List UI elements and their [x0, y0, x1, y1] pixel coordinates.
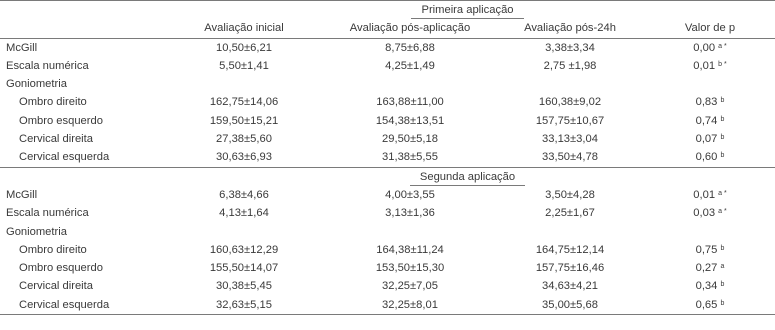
- p-value-cell: [645, 38, 775, 57]
- p-value-cell: [645, 93, 775, 111]
- row-label: Ombro esquerdo: [19, 114, 103, 127]
- value-pos-aplicacao: 31,38±5,55: [382, 151, 438, 164]
- section-title-cell: [0, 1, 775, 20]
- p-value-cell: [645, 130, 775, 148]
- value-pos-24h: 34,63±4,21: [542, 280, 598, 293]
- table-row: [0, 277, 775, 295]
- p-value: 0,27: [695, 262, 718, 275]
- section-title-row: [0, 167, 775, 186]
- value-inicial: 4,13±1,64: [219, 207, 269, 220]
- table-row: [0, 296, 775, 315]
- p-footnote-marker: a *: [718, 189, 727, 197]
- table-row: [0, 130, 775, 148]
- value-pos-24h: 33,13±3,04: [542, 133, 598, 146]
- row-label: McGill: [6, 188, 38, 201]
- row-label: Ombro esquerdo: [19, 262, 103, 275]
- value-inicial: 10,50±6,21: [216, 41, 272, 54]
- p-value: 0,03: [693, 207, 716, 220]
- table-row: [0, 223, 775, 241]
- value-pos-24h: 3,38±3,34: [545, 41, 595, 54]
- p-value-cell: [645, 259, 775, 277]
- table-row: [0, 112, 775, 130]
- value-inicial: 162,75±14,06: [209, 96, 279, 109]
- p-footnote-marker: b: [720, 299, 725, 307]
- row-label: Cervical direita: [19, 133, 93, 146]
- p-value: 0,83: [695, 96, 718, 109]
- p-value-cell: [645, 223, 775, 241]
- value-inicial: [163, 223, 325, 241]
- column-header: Avaliação inicial: [163, 19, 325, 38]
- p-value: 0,34: [695, 280, 718, 293]
- value-pos-24h: 3,50±4,28: [545, 188, 595, 201]
- table-row: [0, 186, 775, 204]
- value-pos-24h: 164,75±12,14: [535, 243, 605, 256]
- p-value: 0,07: [695, 133, 718, 146]
- value-pos-24h: 160,38±9,02: [538, 96, 602, 109]
- section-title: Segunda aplicação: [410, 169, 525, 186]
- value-pos-aplicacao: 32,25±7,05: [382, 280, 438, 293]
- p-footnote-marker: b: [720, 281, 725, 289]
- value-pos-aplicacao: 29,50±5,18: [382, 133, 438, 146]
- table-row: [0, 241, 775, 259]
- p-footnote-marker: a *: [718, 208, 727, 216]
- p-value-cell: [645, 186, 775, 204]
- row-label: McGill: [6, 41, 38, 54]
- value-pos-24h: 157,75±16,46: [535, 262, 605, 275]
- value-pos-aplicacao: 163,88±11,00: [376, 96, 444, 109]
- value-inicial: 160,63±12,29: [209, 243, 279, 256]
- section-title-row: [0, 1, 775, 20]
- table-row: [0, 57, 775, 75]
- value-pos-aplicacao: [325, 75, 495, 93]
- value-pos-24h: 157,75±10,67: [535, 114, 605, 127]
- table-row: [0, 259, 775, 277]
- value-inicial: 159,50±15,21: [209, 114, 279, 127]
- row-label: Cervical direita: [19, 280, 93, 293]
- p-value-cell: [645, 204, 775, 222]
- row-label: Cervical esquerda: [0, 296, 163, 315]
- column-header-row: [0, 19, 775, 38]
- table-row: [0, 38, 775, 57]
- value-pos-aplicacao: 8,75±6,88: [385, 41, 435, 54]
- value-pos-aplicacao: 154,38±13,51: [375, 114, 445, 127]
- p-footnote-marker: b: [720, 97, 725, 105]
- table-row: [0, 93, 775, 111]
- value-inicial: 27,38±5,60: [216, 133, 272, 146]
- column-header: Avaliação pós-24h: [495, 19, 645, 38]
- value-inicial: [163, 75, 325, 93]
- value-pos-aplicacao: 3,13±1,36: [385, 207, 435, 220]
- p-value: 0,00: [693, 41, 716, 54]
- section-title-cell: [0, 167, 775, 186]
- p-value: 0,60: [695, 151, 718, 164]
- p-value-cell: [645, 57, 775, 75]
- row-label: Ombro direito: [19, 96, 87, 109]
- value-inicial: 155,50±14,07: [209, 262, 279, 275]
- value-pos-24h: 2,25±1,67: [545, 207, 595, 220]
- value-inicial: 5,50±1,41: [219, 59, 269, 72]
- p-value: 0,01: [693, 59, 716, 72]
- value-pos-aplicacao: 153,50±15,30: [375, 262, 445, 275]
- p-value: 0,74: [695, 114, 718, 127]
- p-value-cell: [645, 277, 775, 295]
- row-label: Escala numérica: [6, 59, 89, 72]
- value-pos-24h: 33,50±4,78: [542, 151, 598, 164]
- table-row: [0, 75, 775, 93]
- row-label: Ombro direito: [19, 243, 87, 256]
- p-value-cell: [645, 241, 775, 259]
- p-value-cell: [645, 296, 775, 315]
- p-footnote-marker: b *: [718, 60, 727, 68]
- value-pos-aplicacao: 164,38±11,24: [376, 243, 444, 256]
- value-pos-aplicacao: 4,00±3,55: [385, 188, 435, 201]
- row-label: Goniometria: [6, 78, 67, 91]
- section-title: Primeira aplicação: [411, 2, 523, 19]
- header-empty: [0, 19, 163, 38]
- p-value-cell: [645, 112, 775, 130]
- value-inicial: 30,63±6,93: [216, 151, 272, 164]
- value-pos-aplicacao: 4,25±1,49: [385, 59, 435, 72]
- value-pos-24h: 2,75 ±1,98: [543, 59, 597, 72]
- column-header: Avaliação pós-aplicação: [325, 19, 495, 38]
- column-header: Valor de p: [645, 19, 775, 38]
- p-value: 0,01: [693, 188, 716, 201]
- p-value: 0,65: [695, 298, 718, 311]
- table-row: [0, 204, 775, 222]
- p-footnote-marker: b: [720, 244, 725, 252]
- row-label: Goniometria: [6, 225, 67, 238]
- p-value-cell: [645, 75, 775, 93]
- row-label: Cervical esquerda: [19, 151, 110, 164]
- p-footnote-marker: b: [720, 115, 725, 123]
- value-inicial: 32,63±5,15: [163, 296, 325, 315]
- row-label: Escala numérica: [6, 207, 89, 220]
- value-pos-24h: [495, 75, 645, 93]
- p-footnote-marker: a: [720, 263, 725, 271]
- value-pos-24h: 35,00±5,68: [495, 296, 645, 315]
- value-pos-aplicacao: [325, 223, 495, 241]
- value-pos-24h: [495, 223, 645, 241]
- p-footnote-marker: a *: [718, 42, 727, 50]
- value-pos-aplicacao: 32,25±8,01: [325, 296, 495, 315]
- p-value-cell: [645, 148, 775, 167]
- p-footnote-marker: b: [720, 134, 725, 142]
- p-value: 0,75: [695, 243, 718, 256]
- value-inicial: 6,38±4,66: [219, 188, 269, 201]
- p-footnote-marker: b: [720, 152, 725, 160]
- table-row: [0, 148, 775, 167]
- value-inicial: 30,38±5,45: [216, 280, 272, 293]
